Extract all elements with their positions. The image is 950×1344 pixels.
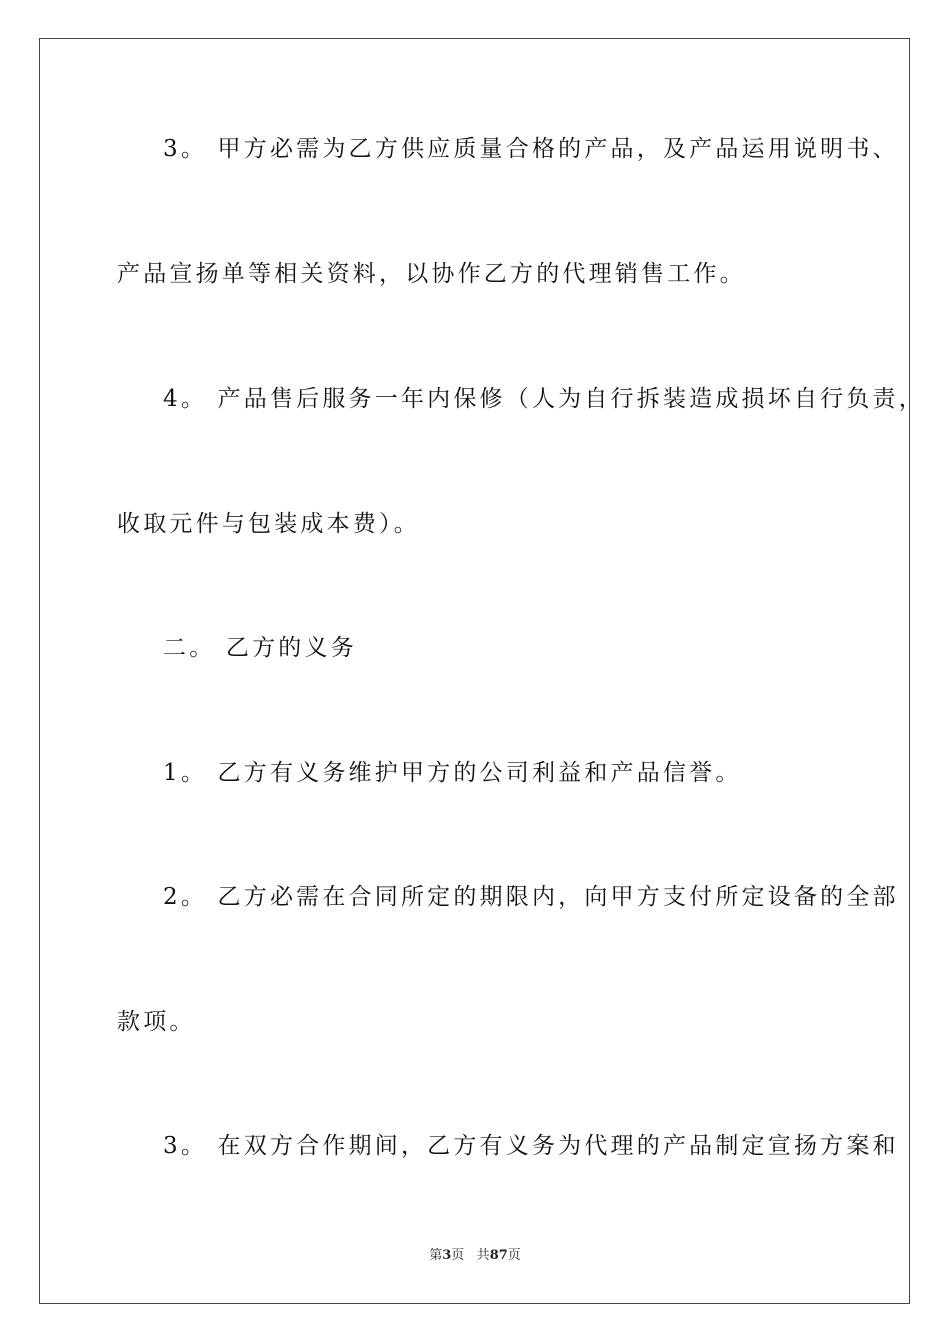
page-prefix: 第 [429, 1248, 443, 1263]
page-suffix: 页 [451, 1248, 465, 1263]
total-suffix: 页 [507, 1248, 521, 1263]
page-footer [0, 1247, 950, 1265]
section-heading: 二。 乙方的义务 [163, 635, 357, 661]
paragraph-line-4: 收取元件与包装成本费）。 [117, 511, 420, 537]
current-page-number: 3 [442, 1248, 452, 1263]
paragraph-line-8: 款项。 [117, 1009, 196, 1035]
paragraph-line-2: 产品宣扬单等相关资料，以协作乙方的代理销售工作。 [117, 261, 746, 287]
total-page-count: 87 [489, 1248, 508, 1263]
page-border [39, 38, 910, 1304]
paragraph-line-7: 2。 乙方必需在合同所定的期限内，向甲方支付所定设备的全部 [163, 884, 899, 910]
paragraph-line-1: 3。 甲方必需为乙方供应质量合格的产品，及产品运用说明书、 [163, 136, 899, 162]
total-prefix: 共 [476, 1248, 490, 1263]
paragraph-line-9: 3。 在双方合作期间，乙方有义务为代理的产品制定宣扬方案和 [163, 1133, 899, 1159]
paragraph-line-3: 4。 产品售后服务一年内保修（人为自行拆装造成损坏自行负责， [163, 386, 925, 412]
paragraph-line-6: 1。 乙方有义务维护甲方的公司利益和产品信誉。 [163, 760, 742, 786]
